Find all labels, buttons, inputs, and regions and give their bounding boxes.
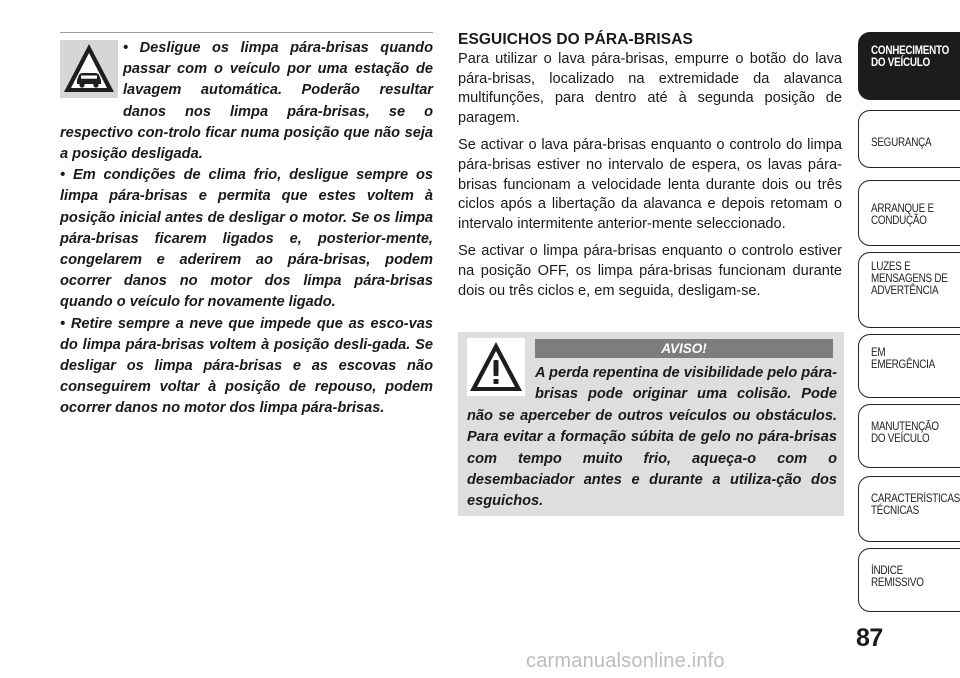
tab-indice-remissivo[interactable] [858, 548, 960, 612]
section-divider [60, 32, 433, 33]
tab-label: ÍNDICE REMISSIVO [871, 565, 924, 589]
tab-label: CONHECIMENTO DO VEÍCULO [871, 45, 950, 69]
tab-luzes-e-mensagens[interactable] [858, 252, 960, 328]
body-paragraph-3: Se activar o limpa pára-brisas enquanto o controlo estiver na posição OFF, os limpa pára-brisas funcionam durante dois ou três ciclos e, em seguida, desligam-se. [458, 243, 842, 299]
warning-label: AVISO! [661, 341, 707, 356]
caution-paragraph-3: • Retire sempre a neve que impede que as esco-vas do limpa pára-brisas voltem à posição desli-gada. Se desligar os limpa pára-brisas e as escovas não conseguirem voltar à posição de repouso, podem ocorrer danos no motor dos limpa pára-brisas. [60, 315, 433, 417]
washer-section [458, 30, 842, 309]
tab-label: SEGURANÇA [871, 137, 932, 149]
warning-body: A perda repentina de visibilidade pelo pára-brisas pode originar uma colisão. Pode não se aperceber de outros veículos ou obstáculos. Para evitar a formação súbita de gelo no pára-brisas com tempo muito frio, aqueça-o com o desembaciador antes e durante a utiliza-ção dos esguichos. [467, 365, 837, 510]
tab-manutencao-do-veiculo[interactable] [858, 404, 960, 468]
tab-label: LUZES E MENSAGENS DE ADVERTÊNCIA [871, 261, 948, 297]
section-heading: ESGUICHOS DO PÁRA-BRISAS [458, 31, 693, 48]
tab-label: CARACTERÍSTICAS TÉCNICAS [871, 493, 960, 517]
body-paragraph-1: Para utilizar o lava pára-brisas, empurre o botão do lava pára-brisas, localizado na extremidade da alavanca multifunções, para dentro até à segunda posição de paragem. [458, 51, 842, 126]
warning-text [467, 363, 837, 513]
body-paragraph-2: Se activar o lava pára-brisas enquanto o controlo do limpa pára-brisas estiver no intervalo de espera, os lavas pára-brisas funcionam a velocidade lenta durante dois ou três ciclos após a libertação da alavanca e depois retomam o intervalo intermitente anterior-mente seleccionado. [458, 137, 842, 232]
caution-paragraph-1: • Desligue os limpa pára-brisas quando passar com o veículo por uma estação de lavagem automática. Poderão resultar danos nos limpa pára-brisas, se o respectivo con-trolo ficar numa posição que não seja a posição desligada. [60, 40, 433, 163]
tab-label: EM EMERGÊNCIA [871, 347, 935, 371]
tab-label: MANUTENÇÃO DO VEÍCULO [871, 421, 939, 445]
tab-em-emergencia[interactable] [858, 334, 960, 398]
caution-text [60, 38, 433, 420]
tab-seguranca[interactable] [858, 110, 960, 168]
tab-arranque-e-conducao[interactable] [858, 180, 960, 246]
watermark: carmanualsonline.info [526, 650, 725, 672]
caution-paragraph-2: • Em condições de clima frio, desligue sempre os limpa pára-brisas e permita que estes voltem à posição inicial antes de desligar o motor. Se os limpa pára-brisas ficarem ligados e, posterior-mente, congelarem e aderirem ao pára-brisas, podem ocorrer danos no motor dos limpa pára-brisas quando o veículo for novamente ligado. [60, 167, 433, 311]
tab-label: ARRANQUE E CONDUÇÃO [871, 203, 934, 227]
tab-caracteristicas-tecnicas[interactable] [858, 476, 960, 542]
page-number: 87 [856, 624, 883, 652]
tab-conhecimento-do-veiculo[interactable] [858, 32, 960, 100]
